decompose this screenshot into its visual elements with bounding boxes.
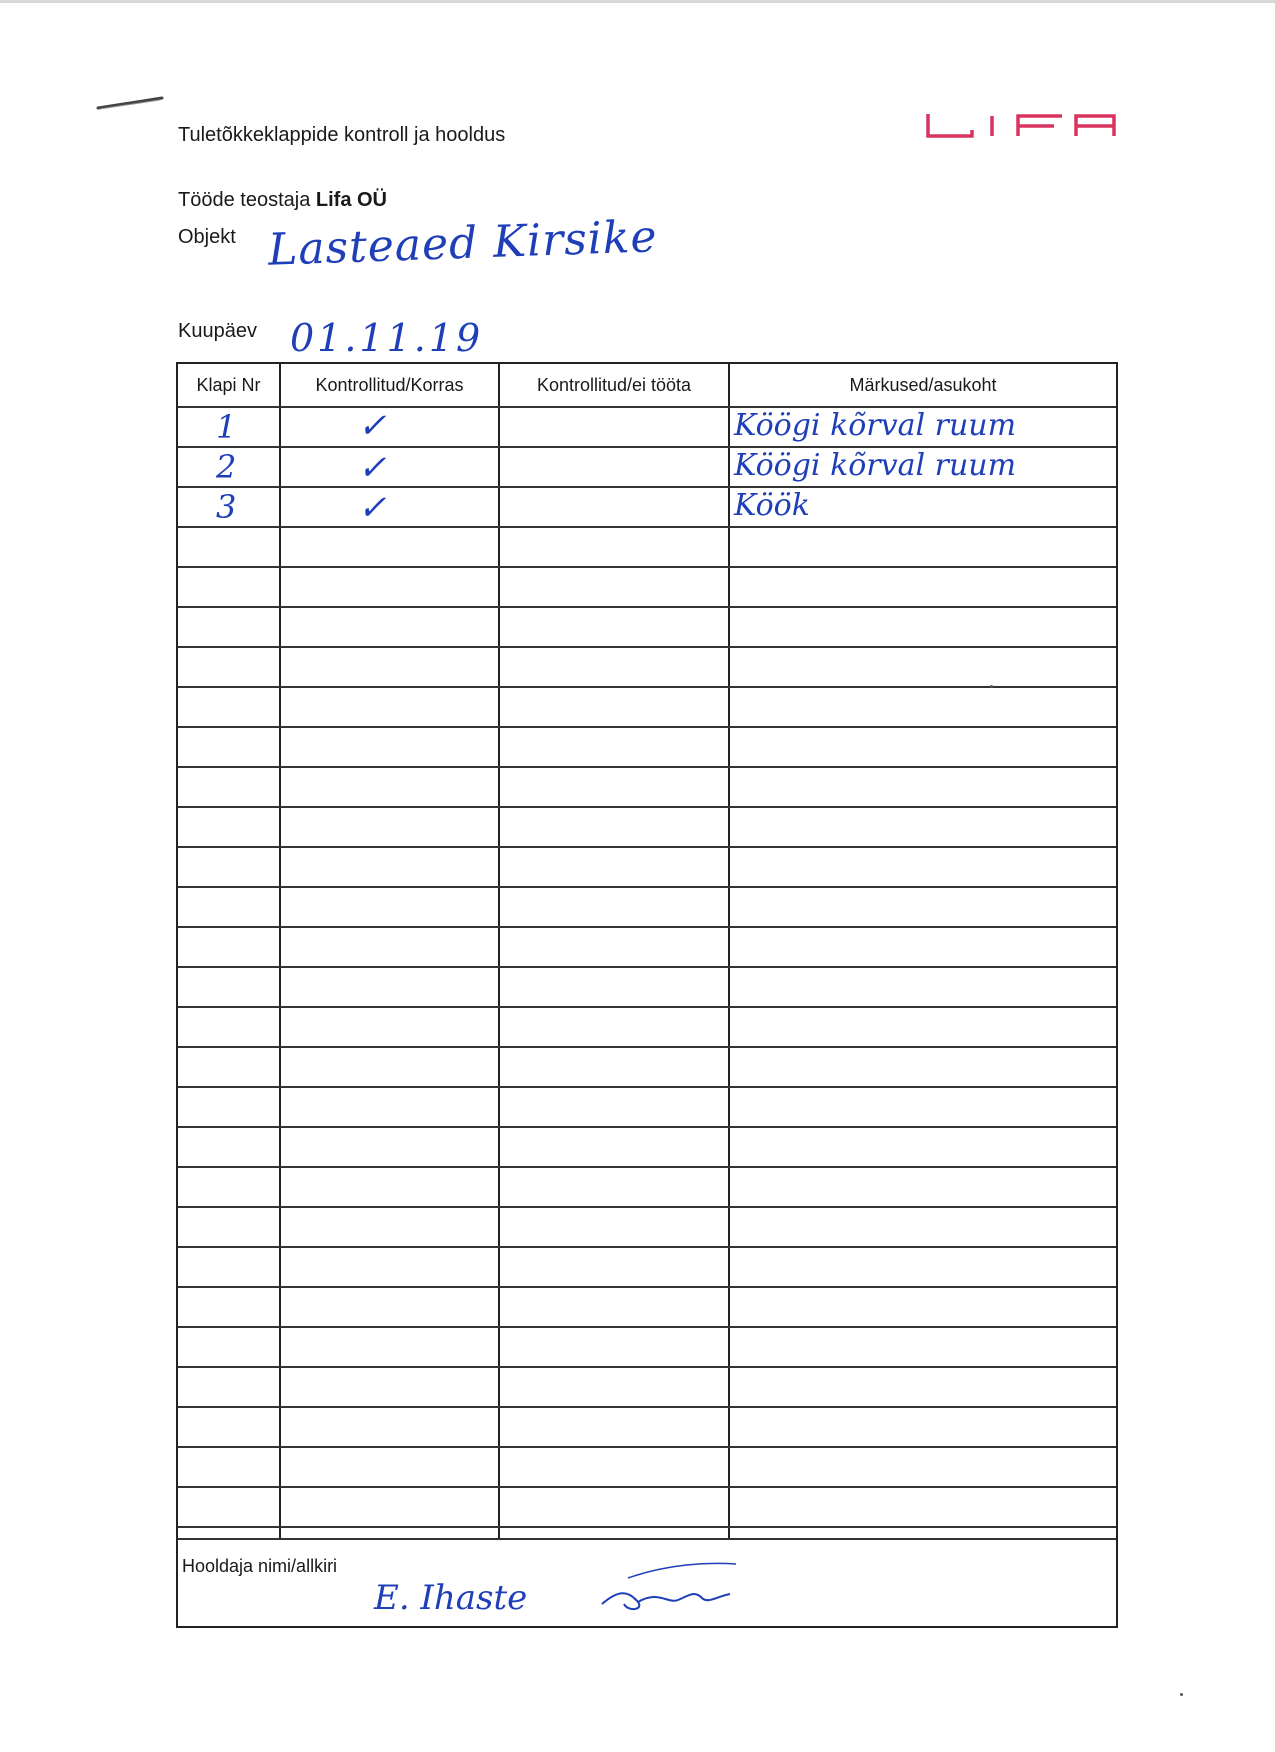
signature-name-handwritten: E. Ihaste [374,1578,528,1618]
row-3-nr: 3 [216,488,237,526]
column-divider [498,364,500,1538]
row-2-note: Köögi kõrval ruum [734,448,1017,483]
table-row-rule [178,606,1116,608]
table-row-rule [178,766,1116,768]
table-row-rule [178,1006,1116,1008]
scan-top-edge [0,0,1275,3]
table-row-rule [178,1486,1116,1488]
row-3-note: Köök [734,488,810,523]
table-row-rule [178,1446,1116,1448]
scan-speck [1180,1693,1183,1696]
row-1-nr: 1 [216,408,237,446]
row-1-check-icon: ✓ [358,406,387,446]
table-row-rule [178,1526,1116,1528]
table-row-rule [178,1046,1116,1048]
header-markused-asukoht: Märkused/asukoht [849,374,997,395]
table-row-rule [178,1366,1116,1368]
row-3-check-icon: ✓ [358,488,387,528]
row-2-nr: 2 [216,448,237,486]
header-kontrollitud-ei-toota: Kontrollitud/ei tööta [536,374,692,395]
inspection-table [176,362,1118,1628]
column-divider [279,364,281,1538]
table-row-rule [178,966,1116,968]
table-header-row [178,364,1116,406]
table-row-rule [178,726,1116,728]
table-row-rule [178,846,1116,848]
table-row-rule [178,1406,1116,1408]
lifa-logo [926,112,1116,142]
table-row-rule [178,526,1116,528]
contractor-name: Lifa OÜ [315,189,388,211]
table-row-rule [178,566,1116,568]
scan-speck [990,685,993,688]
signature-row [178,1540,1116,1626]
column-divider [728,364,730,1538]
table-row-rule [178,1086,1116,1088]
header-kontrollitud-korras: Kontrollitud/Korras [315,374,464,395]
table-row-rule [178,1246,1116,1248]
table-row-rule [178,1206,1116,1208]
table-row-rule [178,806,1116,808]
signature-label: Hooldaja nimi/allkiri [182,1556,338,1576]
signature-scribble [598,1560,738,1620]
contractor-label: Tööde teostaja [178,189,311,211]
object-value-handwritten: Lasteaed Kirsike [267,211,659,276]
object-label: Objekt [178,226,236,248]
table-row-rule [178,886,1116,888]
table-row-rule [178,1326,1116,1328]
row-1-note: Köögi kõrval ruum [734,408,1017,443]
table-row-rule [178,1126,1116,1128]
table-row-rule [178,686,1116,688]
table-row-rule [178,646,1116,648]
staple-mark [96,96,166,110]
table-row-rule [178,1286,1116,1288]
date-value-handwritten: 01.11.19 [290,316,484,360]
table-row-rule [178,1166,1116,1168]
contractor-line [178,189,387,212]
table-row-rule [178,486,1116,488]
document-title: Tuletõkkeklappide kontroll ja hooldus [178,124,506,146]
row-2-check-icon: ✓ [358,448,387,488]
header-klapi-nr: Klapi Nr [196,374,261,395]
date-label: Kuupäev [178,320,257,342]
table-row-rule [178,926,1116,928]
